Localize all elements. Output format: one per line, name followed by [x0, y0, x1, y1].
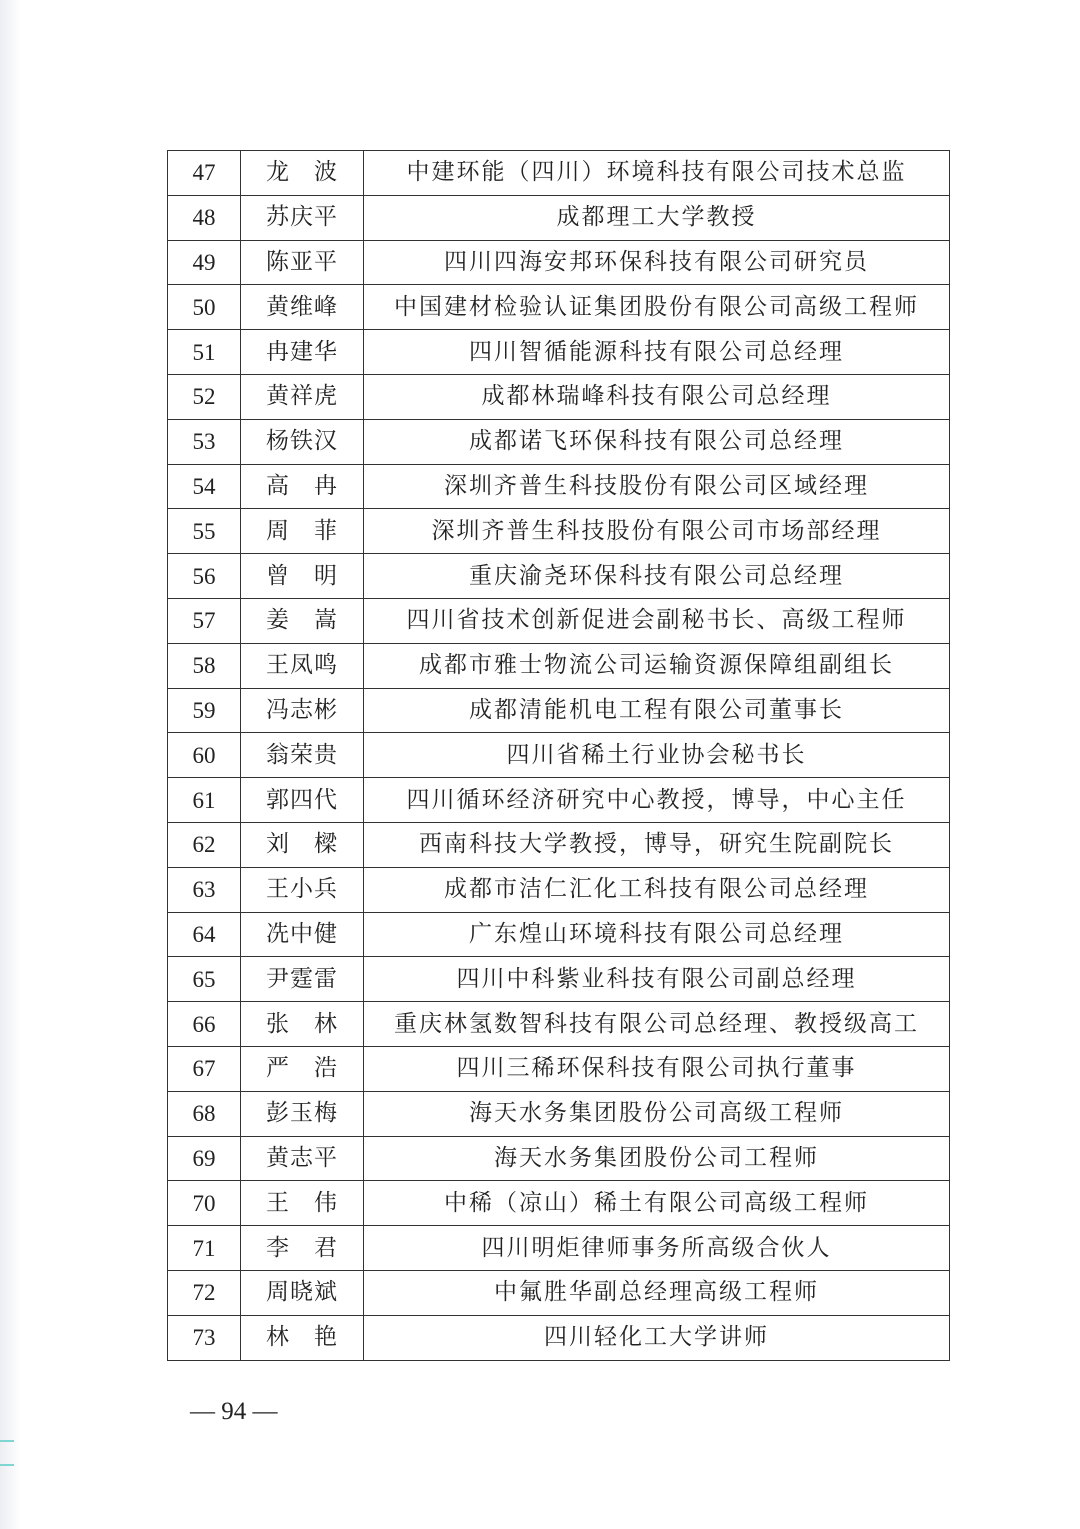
row-number: 54: [168, 464, 241, 509]
table-row: [168, 1046, 950, 1091]
row-number: 68: [168, 1091, 241, 1136]
expert-name: 周 菲: [241, 509, 364, 554]
expert-affiliation: 中建环能（四川）环境科技有限公司技术总监: [364, 151, 950, 196]
expert-affiliation: 广东煌山环境科技有限公司总经理: [364, 912, 950, 957]
table-row: [168, 957, 950, 1002]
row-number: 57: [168, 598, 241, 643]
expert-name: 尹霆雷: [241, 957, 364, 1002]
table-row: [168, 1136, 950, 1181]
row-number: 60: [168, 733, 241, 778]
row-number: 71: [168, 1226, 241, 1271]
expert-name: 严 浩: [241, 1046, 364, 1091]
row-number: 48: [168, 195, 241, 240]
expert-name: 黄志平: [241, 1136, 364, 1181]
expert-affiliation: 中国建材检验认证集团股份有限公司高级工程师: [364, 285, 950, 330]
table-row: [168, 822, 950, 867]
table-row: [168, 733, 950, 778]
table-row: [168, 912, 950, 957]
expert-affiliation: 中稀（凉山）稀土有限公司高级工程师: [364, 1181, 950, 1226]
table-row: [168, 598, 950, 643]
expert-name: 王小兵: [241, 867, 364, 912]
row-number: 58: [168, 643, 241, 688]
expert-affiliation: 深圳齐普生科技股份有限公司市场部经理: [364, 509, 950, 554]
row-number: 51: [168, 330, 241, 375]
roster-body: [168, 151, 950, 1361]
expert-affiliation: 四川轻化工大学讲师: [364, 1315, 950, 1360]
expert-name: 翁荣贵: [241, 733, 364, 778]
row-number: 61: [168, 778, 241, 823]
expert-affiliation: 四川智循能源科技有限公司总经理: [364, 330, 950, 375]
expert-name: 冼中健: [241, 912, 364, 957]
row-number: 47: [168, 151, 241, 196]
expert-affiliation: 四川循环经济研究中心教授，博导，中心主任: [364, 778, 950, 823]
row-number: 53: [168, 419, 241, 464]
expert-name: 姜 嵩: [241, 598, 364, 643]
expert-affiliation: 成都市雅士物流公司运输资源保障组副组长: [364, 643, 950, 688]
table-row: [168, 330, 950, 375]
expert-name: 龙 波: [241, 151, 364, 196]
expert-name: 彭玉梅: [241, 1091, 364, 1136]
expert-affiliation: 中氟胜华副总经理高级工程师: [364, 1270, 950, 1315]
table-row: [168, 1226, 950, 1271]
expert-name: 高 冉: [241, 464, 364, 509]
table-row: [168, 509, 950, 554]
edge-mark: [0, 1440, 14, 1466]
table-row: [168, 554, 950, 599]
row-number: 65: [168, 957, 241, 1002]
expert-name: 黄维峰: [241, 285, 364, 330]
table-row: [168, 1091, 950, 1136]
expert-affiliation: 成都诺飞环保科技有限公司总经理: [364, 419, 950, 464]
table-row: [168, 867, 950, 912]
expert-affiliation: 海天水务集团股份公司高级工程师: [364, 1091, 950, 1136]
row-number: 64: [168, 912, 241, 957]
expert-affiliation: 深圳齐普生科技股份有限公司区域经理: [364, 464, 950, 509]
expert-name: 杨铁汉: [241, 419, 364, 464]
table-row: [168, 285, 950, 330]
table-row: [168, 1002, 950, 1047]
expert-affiliation: 四川三稀环保科技有限公司执行董事: [364, 1046, 950, 1091]
table-row: [168, 240, 950, 285]
expert-name: 周晓斌: [241, 1270, 364, 1315]
row-number: 67: [168, 1046, 241, 1091]
table-row: [168, 195, 950, 240]
page-edge-shadow: [0, 0, 20, 1529]
expert-name: 李 君: [241, 1226, 364, 1271]
expert-affiliation: 四川中科紫业科技有限公司副总经理: [364, 957, 950, 1002]
expert-affiliation: 西南科技大学教授，博导，研究生院副院长: [364, 822, 950, 867]
expert-name: 林 艳: [241, 1315, 364, 1360]
page-number: — 94 —: [190, 1398, 278, 1425]
expert-name: 黄祥虎: [241, 374, 364, 419]
table-row: [168, 688, 950, 733]
expert-name: 王凤鸣: [241, 643, 364, 688]
table-row: [168, 151, 950, 196]
expert-affiliation: 海天水务集团股份公司工程师: [364, 1136, 950, 1181]
expert-name: 郭四代: [241, 778, 364, 823]
expert-affiliation: 成都清能机电工程有限公司董事长: [364, 688, 950, 733]
row-number: 59: [168, 688, 241, 733]
row-number: 73: [168, 1315, 241, 1360]
expert-affiliation: 四川省技术创新促进会副秘书长、高级工程师: [364, 598, 950, 643]
expert-affiliation: 成都林瑞峰科技有限公司总经理: [364, 374, 950, 419]
row-number: 66: [168, 1002, 241, 1047]
expert-name: 冯志彬: [241, 688, 364, 733]
row-number: 50: [168, 285, 241, 330]
row-number: 72: [168, 1270, 241, 1315]
table-row: [168, 643, 950, 688]
row-number: 49: [168, 240, 241, 285]
expert-name: 张 林: [241, 1002, 364, 1047]
expert-affiliation: 重庆林氢数智科技有限公司总经理、教授级高工: [364, 1002, 950, 1047]
expert-affiliation: 成都市洁仁汇化工科技有限公司总经理: [364, 867, 950, 912]
expert-affiliation: 四川四海安邦环保科技有限公司研究员: [364, 240, 950, 285]
expert-name: 冉建华: [241, 330, 364, 375]
row-number: 70: [168, 1181, 241, 1226]
row-number: 55: [168, 509, 241, 554]
expert-name: 陈亚平: [241, 240, 364, 285]
row-number: 56: [168, 554, 241, 599]
expert-name: 曾 明: [241, 554, 364, 599]
row-number: 69: [168, 1136, 241, 1181]
row-number: 52: [168, 374, 241, 419]
expert-affiliation: 四川明炬律师事务所高级合伙人: [364, 1226, 950, 1271]
table-row: [168, 374, 950, 419]
expert-affiliation: 重庆渝尧环保科技有限公司总经理: [364, 554, 950, 599]
table-row: [168, 1315, 950, 1360]
table-row: [168, 1181, 950, 1226]
expert-name: 刘 樑: [241, 822, 364, 867]
expert-roster-table: [167, 150, 950, 1361]
row-number: 63: [168, 867, 241, 912]
table-row: [168, 1270, 950, 1315]
table-row: [168, 419, 950, 464]
expert-affiliation: 成都理工大学教授: [364, 195, 950, 240]
expert-name: 苏庆平: [241, 195, 364, 240]
table-row: [168, 778, 950, 823]
expert-affiliation: 四川省稀土行业协会秘书长: [364, 733, 950, 778]
table-row: [168, 464, 950, 509]
expert-name: 王 伟: [241, 1181, 364, 1226]
row-number: 62: [168, 822, 241, 867]
